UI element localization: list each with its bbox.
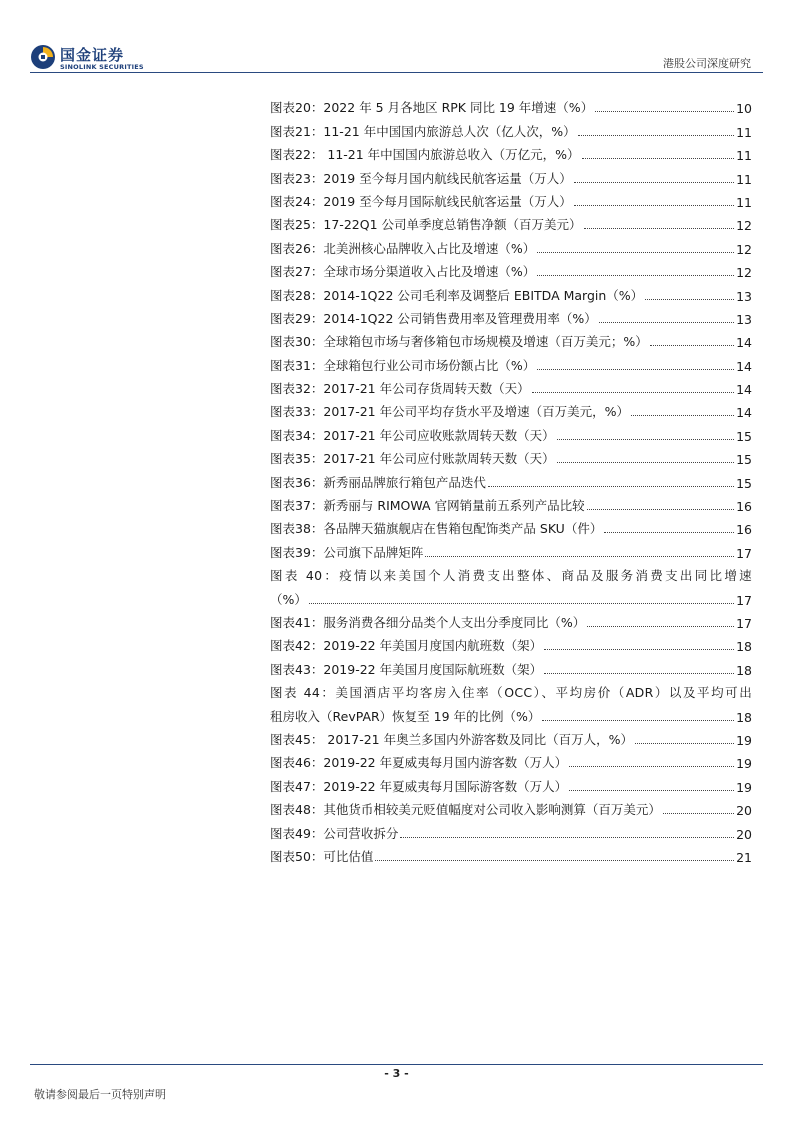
toc-page-number: 19	[736, 732, 752, 748]
toc-leader-dots	[663, 813, 734, 814]
toc-entry[interactable]	[270, 631, 752, 654]
toc-leader-dots	[569, 790, 734, 791]
toc-leader-dots	[537, 275, 734, 276]
toc-leader-dots	[595, 111, 734, 112]
toc-entry-title: 图表20：2022 年 5 月各地区 RPK 同比 19 年增速（%）	[270, 100, 594, 116]
footer-divider	[30, 1064, 763, 1065]
toc-entry[interactable]	[270, 608, 752, 631]
toc-leader-dots	[544, 673, 734, 674]
toc-leader-dots	[604, 532, 734, 533]
toc-leader-dots	[532, 392, 734, 393]
toc-leader-dots	[557, 439, 734, 440]
toc-entry[interactable]	[270, 350, 752, 373]
logo-english-name: SINOLINK SECURITIES	[60, 63, 144, 71]
toc-entry-title: 图表29：2014-1Q22 公司销售费用率及管理费用率（%）	[270, 310, 597, 326]
toc-page-number: 21	[736, 849, 752, 865]
toc-entry-continuation[interactable]	[270, 701, 752, 724]
toc-entry[interactable]	[270, 116, 752, 139]
toc-leader-dots	[578, 135, 735, 136]
toc-entry-title: 图表32：2017-21 年公司存货周转天数（天）	[270, 381, 530, 397]
toc-leader-dots	[635, 743, 734, 744]
toc-entry-title-wrap: （%）	[270, 591, 307, 607]
toc-entry-title: 图表 44：美国酒店平均客房入住率（OCC）、平均房价（ADR）以及平均可出	[270, 685, 752, 701]
toc-entry-title: 图表42：2019-22 年美国月度国内航班数（架）	[270, 638, 543, 654]
toc-entry[interactable]	[270, 140, 752, 163]
toc-page-number: 14	[736, 335, 752, 351]
toc-entry[interactable]	[270, 280, 752, 303]
toc-page-number: 14	[736, 382, 752, 398]
toc-entry-title: 图表49：公司营收拆分	[270, 825, 399, 841]
toc-entry-title: 图表46：2019-22 年夏威夷每月国内游客数（万人）	[270, 755, 568, 771]
header-divider	[30, 72, 763, 73]
toc-leader-dots	[537, 369, 734, 370]
footer-disclaimer: 敬请参阅最后一页特别声明	[34, 1088, 166, 1101]
toc-leader-dots	[587, 509, 735, 510]
toc-page-number: 12	[736, 218, 752, 234]
toc-entry[interactable]	[270, 491, 752, 514]
toc-leader-dots	[584, 228, 735, 229]
figure-list	[270, 93, 752, 865]
toc-leader-dots	[537, 252, 734, 253]
toc-page-number: 18	[736, 709, 752, 725]
toc-leader-dots	[631, 415, 734, 416]
toc-page-number: 11	[736, 124, 752, 140]
toc-page-number: 18	[736, 662, 752, 678]
toc-entry-title: 图表27：全球市场分渠道收入占比及增速（%）	[270, 264, 536, 280]
toc-entry-title: 图表45： 2017-21 年奥兰多国内外游客数及同比（百万人，%）	[270, 731, 633, 747]
toc-leader-dots	[425, 556, 734, 557]
toc-page-number: 16	[736, 522, 752, 538]
toc-entry-title: 图表26：北美洲核心品牌收入占比及增速（%）	[270, 240, 536, 256]
toc-page-number: 12	[736, 265, 752, 281]
toc-page-number: 15	[736, 428, 752, 444]
toc-page-number: 15	[736, 452, 752, 468]
toc-entry[interactable]	[270, 93, 752, 116]
toc-entry-title-wrap: 租房收入（RevPAR）恢复至 19 年的比例（%）	[270, 708, 541, 724]
toc-entry-title: 图表30：全球箱包市场与奢侈箱包市场规模及增速（百万美元；%）	[270, 334, 648, 350]
toc-entry-title: 图表41：服务消费各细分品类个人支出分季度同比（%）	[270, 614, 586, 630]
toc-leader-dots	[544, 649, 734, 650]
toc-entry-title: 图表36：新秀丽品牌旅行箱包产品迭代	[270, 474, 486, 490]
toc-entry[interactable]	[270, 818, 752, 841]
toc-page-number: 13	[736, 311, 752, 327]
toc-entry-title: 图表47：2019-22 年夏威夷每月国际游客数（万人）	[270, 778, 568, 794]
toc-entry-title: 图表24：2019 至今每月国际航线民航客运量（万人）	[270, 193, 572, 209]
toc-page-number: 11	[736, 194, 752, 210]
toc-entry-title: 图表33：2017-21 年公司平均存货水平及增速（百万美元，%）	[270, 404, 629, 420]
toc-entry-continuation[interactable]	[270, 584, 752, 607]
toc-page-number: 11	[736, 171, 752, 187]
toc-entry[interactable]	[270, 210, 752, 233]
toc-entry-title: 图表37：新秀丽与 RIMOWA 官网销量前五系列产品比较	[270, 498, 585, 514]
toc-leader-dots	[375, 860, 734, 861]
logo-chinese-name: 国金证券	[60, 46, 125, 64]
toc-leader-dots	[574, 205, 734, 206]
toc-entry-title: 图表35：2017-21 年公司应付账款周转天数（天）	[270, 451, 555, 467]
toc-entry-title: 图表 40：疫情以来美国个人消费支出整体、商品及服务消费支出同比增速	[270, 568, 752, 584]
toc-page-number: 14	[736, 358, 752, 374]
toc-entry-title: 图表21：11-21 年中国国内旅游总人次（亿人次，%）	[270, 123, 576, 139]
toc-entry-title: 图表38：各品牌天猫旗舰店在售箱包配饰类产品 SKU（件）	[270, 521, 603, 537]
toc-page-number: 20	[736, 803, 752, 819]
toc-entry[interactable]	[270, 397, 752, 420]
toc-page-number: 13	[736, 288, 752, 304]
toc-page-number: 17	[736, 545, 752, 561]
toc-leader-dots	[488, 486, 734, 487]
toc-entry[interactable]	[270, 467, 752, 490]
logo-mark-icon	[30, 44, 56, 70]
toc-entry-title: 图表28：2014-1Q22 公司毛利率及调整后 EBITDA Margin（%）	[270, 287, 644, 303]
toc-page-number: 19	[736, 779, 752, 795]
toc-entry[interactable]	[270, 537, 752, 560]
toc-page-number: 17	[736, 592, 752, 608]
toc-leader-dots	[650, 345, 734, 346]
toc-page-number: 19	[736, 756, 752, 772]
toc-entry[interactable]	[270, 771, 752, 794]
toc-leader-dots	[569, 766, 734, 767]
toc-entry-title: 图表22： 11-21 年中国国内旅游总收入（万亿元，%）	[270, 147, 580, 163]
toc-entry[interactable]	[270, 257, 752, 280]
toc-page-number: 10	[736, 101, 752, 117]
toc-entry[interactable]	[270, 725, 752, 748]
toc-leader-dots	[587, 626, 734, 627]
toc-entry[interactable]	[270, 187, 752, 210]
toc-entry[interactable]	[270, 444, 752, 467]
toc-entry[interactable]	[270, 514, 752, 537]
toc-entry[interactable]	[270, 327, 752, 350]
toc-entry-title: 图表43：2019-22 年美国月度国际航班数（架）	[270, 661, 543, 677]
toc-leader-dots	[542, 720, 734, 721]
toc-entry[interactable]	[270, 374, 752, 397]
toc-leader-dots	[309, 603, 734, 604]
toc-entry-title: 图表25：17-22Q1 公司单季度总销售净额（百万美元）	[270, 217, 582, 233]
toc-entry-title: 图表23：2019 至今每月国内航线民航客运量（万人）	[270, 170, 572, 186]
toc-page-number: 11	[736, 148, 752, 164]
toc-entry-title: 图表50：可比估值	[270, 848, 374, 864]
page-number: - 3 -	[384, 1067, 409, 1080]
toc-entry[interactable]	[270, 420, 752, 443]
page-header	[0, 0, 793, 80]
toc-leader-dots	[599, 322, 734, 323]
toc-entry-title: 图表39：公司旗下品牌矩阵	[270, 544, 424, 560]
toc-page-number: 20	[736, 826, 752, 842]
toc-entry[interactable]	[270, 842, 752, 865]
toc-entry[interactable]	[270, 795, 752, 818]
toc-page-number: 17	[736, 615, 752, 631]
toc-entry[interactable]	[270, 678, 752, 701]
toc-entry-title: 图表48：其他货币相较美元贬值幅度对公司收入影响测算（百万美元）	[270, 802, 661, 818]
toc-page-number: 16	[736, 499, 752, 515]
toc-page-number: 15	[736, 475, 752, 491]
toc-leader-dots	[557, 462, 734, 463]
toc-entry[interactable]	[270, 304, 752, 327]
toc-entry-title: 图表34：2017-21 年公司应收账款周转天数（天）	[270, 427, 555, 443]
toc-page-number: 14	[736, 405, 752, 421]
toc-entry[interactable]	[270, 233, 752, 256]
toc-entry-title: 图表31：全球箱包行业公司市场份额占比（%）	[270, 357, 536, 373]
toc-page-number: 18	[736, 639, 752, 655]
toc-entry[interactable]	[270, 561, 752, 584]
toc-leader-dots	[645, 299, 734, 300]
toc-page-number: 12	[736, 241, 752, 257]
toc-entry[interactable]	[270, 163, 752, 186]
toc-leader-dots	[400, 837, 734, 838]
report-type: 港股公司深度研究	[663, 57, 751, 70]
toc-leader-dots	[574, 182, 734, 183]
toc-leader-dots	[582, 158, 735, 159]
toc-entry[interactable]	[270, 748, 752, 771]
toc-entry[interactable]	[270, 654, 752, 677]
company-logo	[30, 44, 150, 74]
